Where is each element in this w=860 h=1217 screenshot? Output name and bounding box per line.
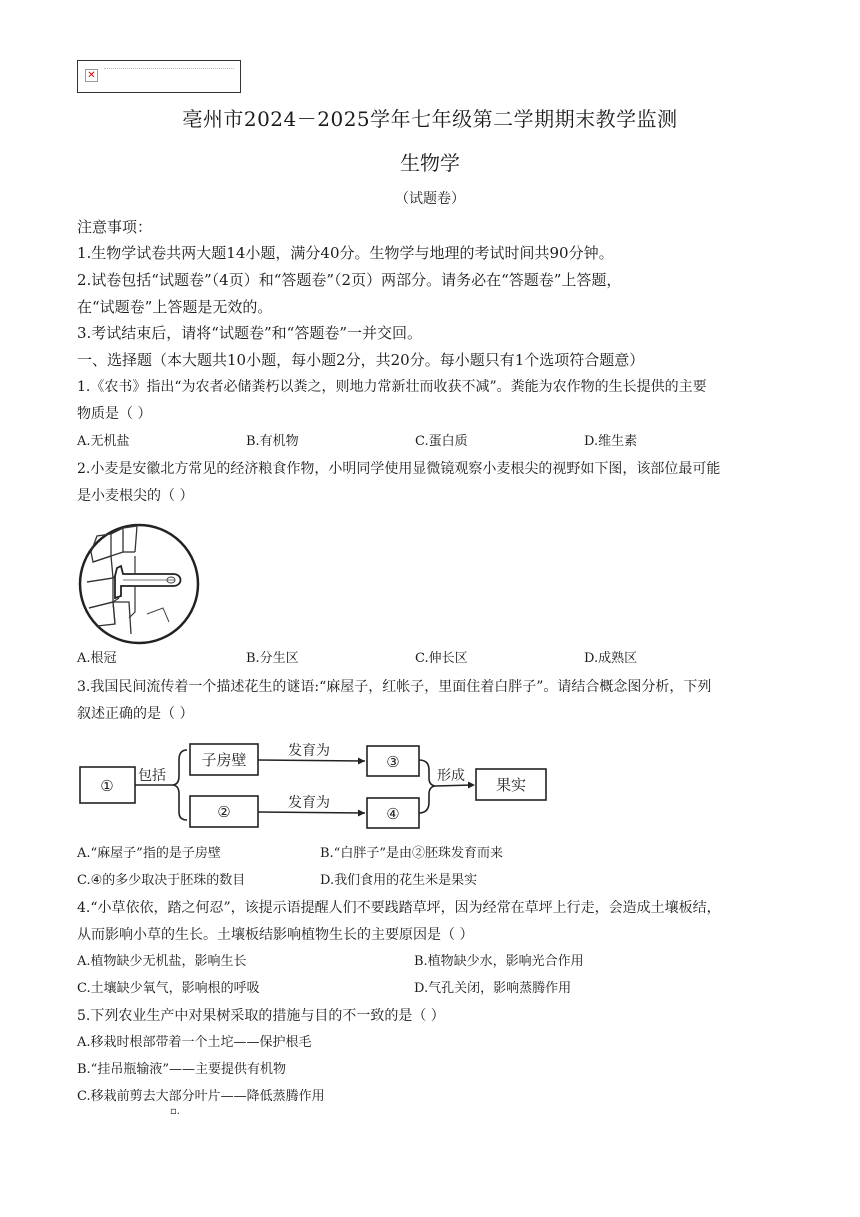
diagram-node-1: ① [100,777,114,795]
broken-image-icon: ✕ [85,69,98,82]
q3-option-c: C.④的多少取决于胚珠的数目 [77,873,246,888]
diagram-label-develop-1: 发育为 [288,743,330,759]
q4-option-c: C.土壤缺少氧气，影响根的呼吸 [77,981,260,996]
q2-stem-line-1: 2.小麦是安徽北方常见的经济粮食作物，小明同学使用显微镜观察小麦根尖的视野如下图，该部位最可能 [77,461,721,477]
notice-item-2-line-1: 2.试卷包括“试题卷”（4页）和“答题卷”（2页）两部分。请务必在“答题卷”上答题， [77,271,622,289]
diagram-node-ovary-wall: 子房壁 [201,751,247,769]
q4-option-d: D.气孔关闭，影响蒸腾作用 [414,981,572,996]
q2-stem-line-2: 是小麦根尖的（ ） [77,488,194,504]
diagram-label-develop-2: 发育为 [288,795,330,811]
stray-mark: ▫. [170,1106,180,1117]
diagram-node-4: ④ [386,805,400,823]
paper-type: （试题卷） [395,191,465,207]
q1-option-a: A.无机盐 [77,434,130,449]
q1-option-c: C.蛋白质 [415,434,468,449]
q4-option-b: B.植物缺少水，影响光合作用 [414,954,584,969]
diagram-node-2: ② [217,803,231,821]
q1-option-b: B.有机物 [246,434,299,449]
q2-option-c: C.伸长区 [415,651,468,666]
q3-option-d: D.我们食用的花生米是果实 [320,873,478,888]
exam-title: 亳州市2024－2025学年七年级第二学期期末教学监测 [182,107,678,131]
diagram-label-form: 形成 [437,768,465,784]
q1-stem-line-1: 1.《农书》指出“为农者必储粪朽以粪之，则地力常新壮而收获不减”。粪能为农作物的生长提供的主要 [77,379,707,395]
peanut-concept-diagram [77,740,552,836]
q2-option-a: A.根冠 [77,651,117,666]
diagram-node-fruit: 果实 [495,776,527,794]
broken-image-placeholder [77,60,241,93]
subject-title: 生物学 [400,151,460,175]
root-tip-microscope-figure [77,522,201,646]
notice-heading: 注意事项： [77,218,153,236]
q4-stem-line-2: 从而影响小草的生长。土壤板结影响植物生长的主要原因是（ ） [77,927,474,943]
q1-stem-line-2: 物质是（ ） [77,406,152,422]
placeholder-caption [104,68,234,71]
diagram-label-include: 包括 [138,768,166,784]
notice-item-1: 1.生物学试卷共两大题14小题，满分40分。生物学与地理的考试时间共90分钟。 [77,244,614,262]
q4-stem-line-1: 4.“小草依依，踏之何忍”，该提示语提醒人们不要践踏草坪，因为经常在草坪上行走，会造成土壤板结， [77,900,721,916]
q5-option-b: B.“挂吊瓶输液”——主要提供有机物 [77,1062,286,1077]
q5-option-c: C.移栽前剪去大部分叶片——降低蒸腾作用 [77,1089,325,1104]
q5-stem: 5.下列农业生产中对果树采取的措施与目的不一致的是（ ） [77,1008,445,1024]
q3-stem-line-1: 3.我国民间流传着一个描述花生的谜语:“麻屋子，红帐子，里面住着白胖子”。请结合概念图分析，下列 [77,679,712,695]
q2-option-d: D.成熟区 [584,651,638,666]
q1-option-d: D.维生素 [584,434,638,449]
notice-item-3: 3.考试结束后，请将“试题卷”和“答题卷”一并交回。 [77,324,422,342]
q3-stem-line-2: 叙述正确的是（ ） [77,706,194,722]
q3-option-b: B.“白胖子”是由②胚珠发育而来 [320,846,503,861]
q3-option-a: A.“麻屋子”指的是子房壁 [77,846,221,861]
q5-option-a: A.移栽时根部带着一个土坨——保护根毛 [77,1035,312,1050]
q2-option-b: B.分生区 [246,651,299,666]
q4-option-a: A.植物缺少无机盐，影响生长 [77,954,247,969]
diagram-node-3: ③ [386,753,400,771]
section-1-heading: 一、选择题（本大题共10小题，每小题2分，共20分。每小题只有1个选项符合题意） [77,351,645,369]
notice-item-2-line-2: 在“试题卷”上答题是无效的。 [77,298,273,316]
